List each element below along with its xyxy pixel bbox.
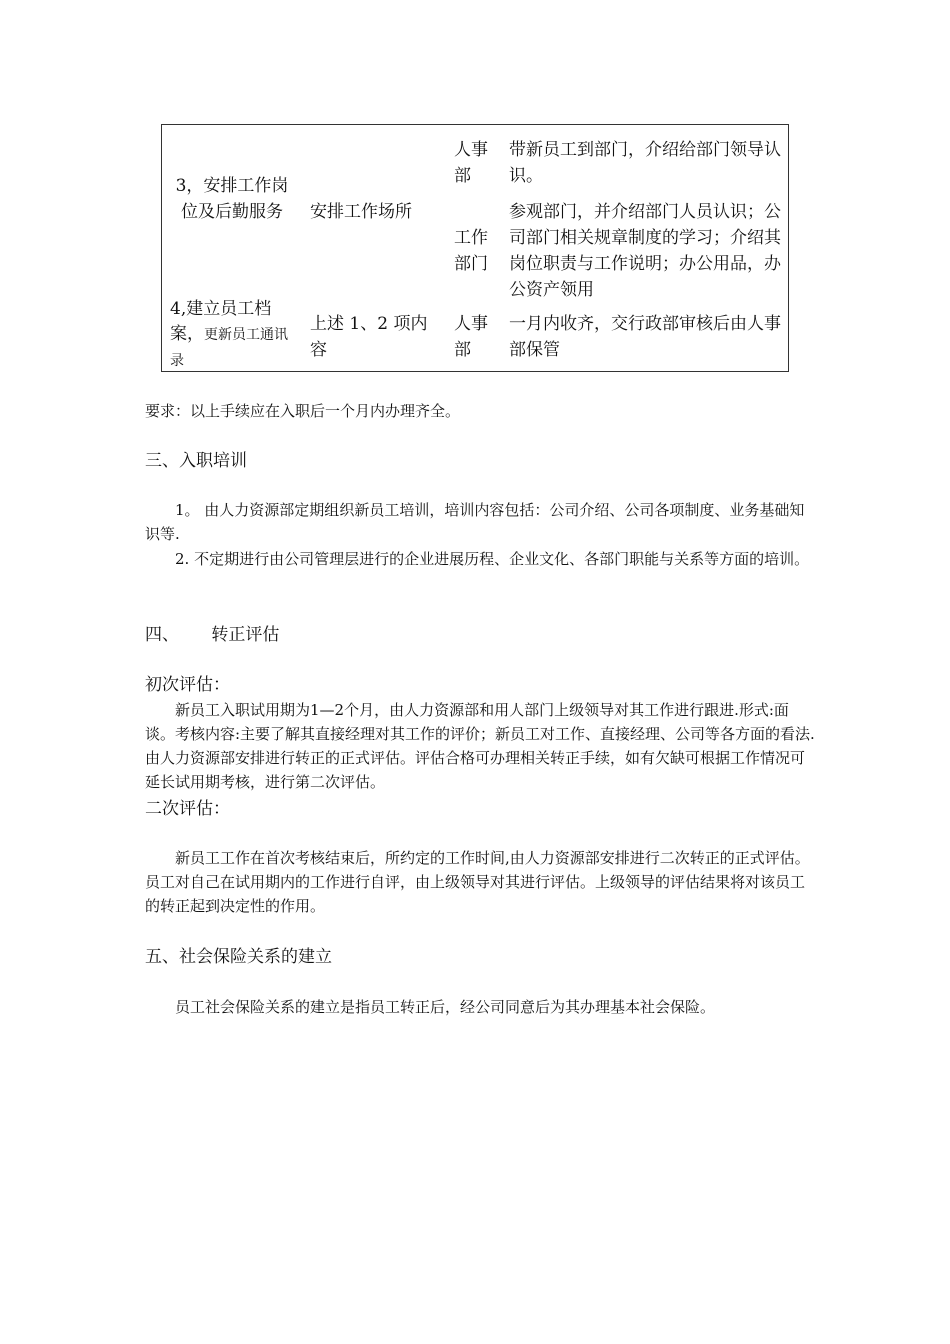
subsection-heading: 初次评估： (145, 675, 230, 695)
table-cell-content: 上述 1、2 项内容 (310, 314, 428, 360)
section-heading: 三、入职培训 (145, 451, 247, 471)
table-cell-content: 安排工作场所 (310, 202, 412, 222)
paragraph: 2. 不定期进行由公司管理层进行的企业进展历程、企业文化、各部门职能与关系等方面的培训。 (175, 550, 810, 568)
table-cell-task (170, 297, 300, 374)
paragraph: 新员工工作在首次考核结束后，所约定的工作时间,由人力资源部安排进行二次转正的正式评估。员工对自己在试用期内的工作进行自评，由上级领导对其进行评估。上级领导的评估结果将对该员工的转正起到决定性的作用。 (145, 849, 810, 915)
paragraph: 员工社会保险关系的建立是指员工转正后，经公司同意后为其办理基本社会保险。 (175, 998, 716, 1016)
table-cell-dept: 人事部 (454, 314, 488, 360)
table-cell-task: 3，安排工作岗位及后勤服务 (175, 176, 289, 222)
section-heading: 五、社会保险关系的建立 (145, 947, 332, 967)
paragraph: 1。 由人力资源部定期组织新员工培训，培训内容包括：公司介绍、公司各项制度、业务基础知识等. (145, 501, 805, 543)
paragraph: 新员工入职试用期为1—2个月，由人力资源部和用人部门上级领导对其工作进行跟进.形式:面谈。考核内容:主要了解其直接经理对其工作的评价；新员工对工作、直接经理、公司等各方面的看法.由人力资源部安排进行转正的正式评估。评估合格可办理相关转正手续，如有欠缺可根据工作情况可延长试用期考核，进行第二次评估。 (145, 701, 815, 791)
section-heading: 四、 转正评估 (145, 625, 280, 645)
subsection-heading: 二次评估： (145, 799, 230, 819)
table-cell-desc: 参观部门，并介绍部门人员认识；公司部门相关规章制度的学习；介绍其岗位职责与工作说明；办公用品，办公资产领用 (509, 202, 781, 300)
onboarding-table (161, 124, 789, 372)
table-cell-dept: 人事部 (454, 140, 488, 186)
table-cell-desc: 一月内收齐，交行政部审核后由人事部保管 (509, 314, 781, 360)
table-cell-task-small: 更新员工通讯录 (170, 327, 288, 369)
table-cell-dept: 工作部门 (454, 228, 488, 274)
table-cell-desc: 带新员工到部门，介绍给部门领导认识。 (509, 140, 781, 186)
requirement-note: 要求：以上手续应在入职后一个月内办理齐全。 (145, 402, 461, 420)
table-cell-task-main: 4,建立员工档案， (170, 299, 272, 344)
